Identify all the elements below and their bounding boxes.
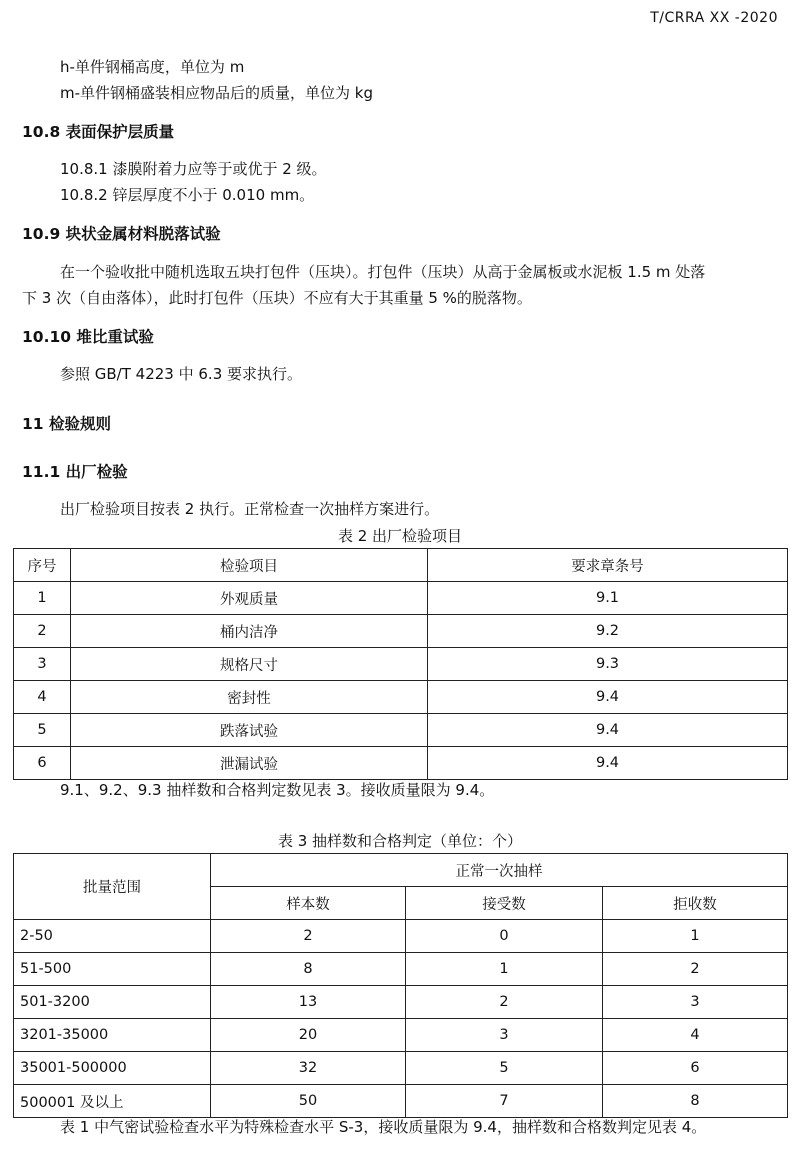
table3-caption: 表 3 抽样数和合格判定（单位：个） [277, 832, 523, 850]
table3-cell-reject: 4 [603, 1019, 788, 1052]
table3-cell-reject: 8 [603, 1085, 788, 1118]
document-code: T/CRRA XX -2020 [650, 10, 778, 26]
table3-cell-accept: 5 [406, 1052, 603, 1085]
table3-note: 表 1 中气密试验检查水平为特殊检查水平 S-3，接收质量限为 9.4，抽样数和合格数判定见表 4。 [60, 1118, 707, 1136]
table-row [14, 615, 788, 648]
m-definition: m-单件钢桶盛装相应物品后的质量，单位为 kg [60, 84, 374, 102]
table3-header-group: 正常一次抽样 [211, 854, 788, 887]
table2-cell-index: 4 [14, 681, 71, 714]
table3-cell-accept: 2 [406, 986, 603, 1019]
table3-cell-sample: 32 [211, 1052, 406, 1085]
table3-cell-sample: 8 [211, 953, 406, 986]
table-row [14, 582, 788, 615]
table2-header-clause: 要求章条号 [428, 549, 788, 582]
table3-cell-reject: 3 [603, 986, 788, 1019]
table-row [14, 714, 788, 747]
section-11-1-heading: 11.1 出厂检验 [22, 463, 128, 481]
table-row [14, 747, 788, 780]
table3-header-sample: 样本数 [211, 887, 406, 920]
table3-cell-batch: 35001-500000 [14, 1052, 211, 1085]
table3-cell-reject: 6 [603, 1052, 788, 1085]
table2-cell-item: 跌落试验 [71, 714, 428, 747]
table2-cell-clause: 9.3 [428, 648, 788, 681]
table2-cell-item: 桶内洁净 [71, 615, 428, 648]
table3-cell-batch: 2-50 [14, 920, 211, 953]
table2-cell-index: 5 [14, 714, 71, 747]
table3-cell-accept: 1 [406, 953, 603, 986]
table2-cell-index: 3 [14, 648, 71, 681]
table3-cell-sample: 2 [211, 920, 406, 953]
table2-cell-clause: 9.1 [428, 582, 788, 615]
table2-cell-item: 外观质量 [71, 582, 428, 615]
table2-header-item: 检验项目 [71, 549, 428, 582]
section-10-8-heading: 10.8 表面保护层质量 [22, 123, 175, 141]
table2-cell-clause: 9.2 [428, 615, 788, 648]
item-10-8-2: 10.8.2 锌层厚度不小于 0.010 mm。 [60, 186, 315, 204]
section-11-heading: 11 检验规则 [22, 415, 111, 433]
table2 [13, 548, 788, 780]
table3-header-reject: 拒收数 [603, 887, 788, 920]
section-10-10-heading: 10.10 堆比重试验 [22, 328, 154, 346]
table2-note: 9.1、9.2、9.3 抽样数和合格判定数见表 3。接收质量限为 9.4。 [60, 781, 495, 799]
table3-cell-batch: 501-3200 [14, 986, 211, 1019]
table3-cell-accept: 7 [406, 1085, 603, 1118]
table3-cell-accept: 0 [406, 920, 603, 953]
table-row [14, 648, 788, 681]
table2-cell-item: 泄漏试验 [71, 747, 428, 780]
table2-cell-item: 密封性 [71, 681, 428, 714]
table-row [14, 681, 788, 714]
table3-cell-sample: 20 [211, 1019, 406, 1052]
table2-cell-item: 规格尺寸 [71, 648, 428, 681]
table3-cell-batch: 3201-35000 [14, 1019, 211, 1052]
table2-cell-clause: 9.4 [428, 714, 788, 747]
table-row [14, 1019, 788, 1052]
h-definition: h-单件钢桶高度，单位为 m [60, 58, 245, 76]
section-10-9-heading: 10.9 块状金属材料脱落试验 [22, 225, 221, 243]
table3 [13, 853, 788, 1118]
section-11-1-para: 出厂检验项目按表 2 执行。正常检查一次抽样方案进行。 [60, 500, 440, 518]
table3-cell-reject: 2 [603, 953, 788, 986]
section-10-9-para-line1: 在一个验收批中随机选取五块打包件（压块）。打包件（压块）从高于金属板或水泥板 1.5 m 处落 [60, 263, 706, 281]
table3-cell-sample: 13 [211, 986, 406, 1019]
table2-caption: 表 2 出厂检验项目 [337, 527, 463, 545]
table2-cell-index: 1 [14, 582, 71, 615]
section-10-10-para: 参照 GB/T 4223 中 6.3 要求执行。 [60, 365, 303, 383]
item-10-8-1: 10.8.1 漆膜附着力应等于或优于 2 级。 [60, 160, 327, 178]
table3-cell-accept: 3 [406, 1019, 603, 1052]
table3-cell-batch: 51-500 [14, 953, 211, 986]
table3-header-batch: 批量范围 [14, 854, 211, 920]
table3-cell-sample: 50 [211, 1085, 406, 1118]
table3-header-row [14, 854, 788, 887]
table-row [14, 1085, 788, 1118]
table2-cell-index: 2 [14, 615, 71, 648]
table2-cell-index: 6 [14, 747, 71, 780]
table2-cell-clause: 9.4 [428, 681, 788, 714]
table3-cell-batch: 500001 及以上 [14, 1085, 211, 1118]
table3-cell-reject: 1 [603, 920, 788, 953]
table2-header-row [14, 549, 788, 582]
table-row [14, 953, 788, 986]
table-row [14, 920, 788, 953]
section-10-9-para-line2: 下 3 次（自由落体），此时打包件（压块）不应有大于其重量 5 %的脱落物。 [22, 289, 532, 307]
table-row [14, 1052, 788, 1085]
table2-header-index: 序号 [14, 549, 71, 582]
table3-header-accept: 接受数 [406, 887, 603, 920]
table2-cell-clause: 9.4 [428, 747, 788, 780]
table-row [14, 986, 788, 1019]
